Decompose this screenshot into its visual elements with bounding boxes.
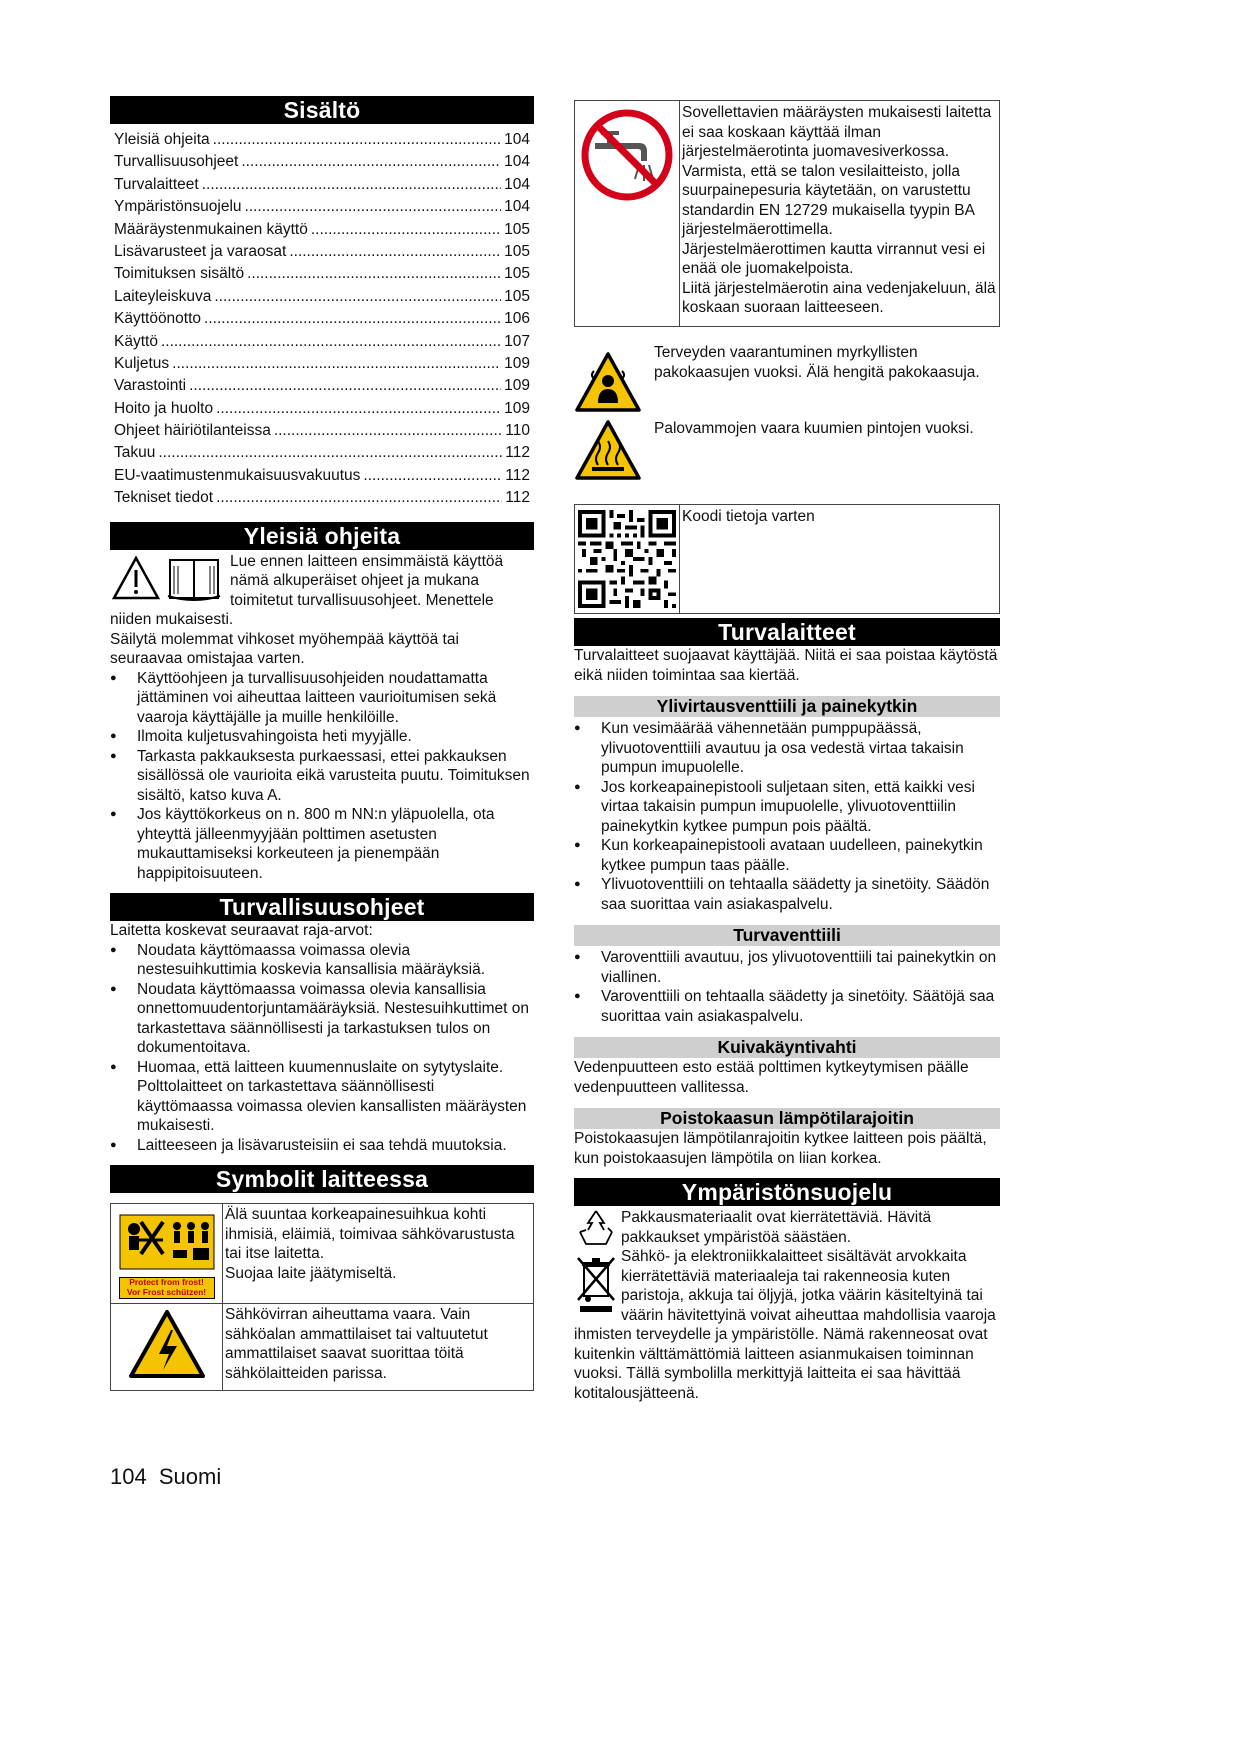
qr-code-icon[interactable] (578, 510, 676, 608)
warning-hot-surface (574, 419, 1000, 487)
overflow-heading: Ylivirtausventtiili ja painekytkin (574, 696, 1000, 717)
toc-entry[interactable]: Hoito ja huolto ..... 109 (114, 398, 530, 420)
toc-entry[interactable]: Takuu ..... 112 (114, 442, 530, 464)
qr-label: Koodi tietoja varten (682, 508, 815, 525)
toc-entry[interactable]: Turvallisuusohjeet ..... 104 (114, 151, 530, 173)
safety-intro: Laitetta koskevat seuraavat raja-arvot: (110, 922, 373, 940)
toc-entry[interactable]: Tekniset tiedot ..... 112 (114, 487, 530, 509)
symbol-cell (574, 343, 654, 419)
relief-valve-bullets (574, 948, 1000, 1026)
general-section (110, 552, 534, 884)
toc-entry[interactable]: Käyttö ..... 107 (114, 331, 530, 353)
toc-entry[interactable]: Kuljetus ..... 109 (114, 353, 530, 375)
toc-entry[interactable]: EU-vaatimustenmukaisuusvakuutus ..... 112 (114, 465, 530, 487)
exhaust-warning-text: Terveyden vaarantuminen myrkyllisten pakokaasujen vuoksi. Älä hengitä pakokaasuja. (654, 344, 980, 381)
symbol-cell (111, 1204, 223, 1304)
electric-hazard-icon (127, 1308, 207, 1380)
general-intro: Lue ennen laitteen ensimmäistä käyttöä nämä alkuperäiset ohjeet ja mukana toimitetut turvallisuusohjeet. Menettele niiden mukaisesti. (110, 552, 504, 629)
page-footer (110, 1464, 221, 1490)
list-item: ● Käyttöohjeen ja turvallisuusohjeiden noudattamatta jättäminen voi aiheuttaa laitteen vaurioitumisen sekä vaaroja käyttäjälle ja muille henkilöille. (110, 669, 534, 728)
packaging-text: Pakkausmateriaalit ovat kierrätettäviä. Hävitä pakkaukset ympäristöä säästäen. (621, 1209, 932, 1246)
toc-entry[interactable]: Käyttöönotto ..... 106 (114, 308, 530, 330)
qr-code-box (574, 504, 1000, 614)
list-item: ● Huomaa, että laitteen kuumennuslaite on sytytyslaite. Polttolaitteet on tarkastettava säännöllisesti käyttömaassa voimassa olevien kansallisten määräysten mukaisesti. (110, 1058, 534, 1136)
general-heading: Yleisiä ohjeita (110, 522, 534, 550)
right-column (574, 100, 1000, 1403)
symbol-cell (574, 419, 654, 487)
drinking-water-text: Sovellettavien määräysten mukaisesti laitetta ei saa koskaan käyttää ilman järjestelmäerotinta juomavesiverkossa. Varmista, että se talon vesilaitteisto, jolla suurpainepesuria käytetään, on varustettu standardin EN 12729 mukaisella tyypin BA järjestelmäerottimella. Järjestelmäerottimen kautta virrannut vesi ei enää ole juomakelpoista. Liitä järjestelmäerotin aina vedenjakeluun, älä koskaan suoraan laitteeseen. (682, 104, 996, 316)
toxic-fumes-icon (574, 351, 642, 413)
recycling-icon (574, 1208, 618, 1250)
exhaust-limiter-text: Poistokaasujen lämpötilanrajoitin kytkee laitteen pois päältä, kun poistokaasujen lämpötila on liian korkea. (574, 1130, 987, 1167)
exhaust-limiter-heading: Poistokaasun lämpötilarajoitin (574, 1108, 1000, 1129)
general-bullets (110, 669, 534, 884)
warning-exhaust (574, 343, 1000, 419)
table-row (111, 1304, 534, 1391)
symbol-text-cell: Älä suuntaa korkeapainesuihkua kohti ihmisiä, eläimiä, toimivaa sähkövarustusta tai itse laitetta. Suojaa laite jäätymiseltä. (223, 1204, 534, 1304)
safety-devices-heading: Turvalaitteet (574, 618, 1000, 646)
weee-bin-icon (574, 1256, 618, 1314)
list-item: ● Noudata käyttömaassa voimassa olevia nestesuihkuttimia koskevia kansallisia määräyksiä. (110, 941, 534, 980)
relief-valve-heading: Turvaventtiili (574, 925, 1000, 946)
hot-surface-icon (574, 419, 642, 481)
table-of-contents (114, 129, 530, 510)
frost-label: Protect from frost! Vor Frost schützen! (119, 1277, 215, 1299)
left-column (110, 96, 534, 1391)
symbol-cell (575, 505, 680, 613)
symbols-heading: Symbolit laitteessa (110, 1165, 534, 1193)
toc-entry[interactable]: Yleisiä ohjeita ..... 104 (114, 129, 530, 151)
safety-bullets (110, 941, 534, 1156)
list-item: ● Varoventtiili avautuu, jos ylivuotoventtiili tai painekytkin on viallinen. (574, 948, 1000, 987)
warning-manual-icon (110, 552, 226, 604)
toc-heading: Sisältö (110, 96, 534, 124)
list-item: ● Kun korkeapainepistooli avataan uudelleen, painekytkin kytkee pumpun taas päälle. (574, 836, 1000, 875)
list-item: ● Kun vesimäärää vähennetään pumppupäässä, ylivuotoventtiili avautuu ja osa vedestä virtaa takaisin pumpun imupuolelle. (574, 719, 1000, 778)
toc-entry[interactable]: Laiteyleiskuva ..... 105 (114, 286, 530, 308)
list-item: ● Varoventtiili on tehtaalla säädetty ja sinetöity. Säätöjä saa suorittaa vain asiakaspalvelu. (574, 987, 1000, 1026)
no-spray-pictogram-icon (119, 1214, 215, 1270)
list-item: ● Noudata käyttömaassa voimassa olevia kansallisia onnettomuudentorjuntamääräyksiä. Nestesuihkuttimet on tarkastettava säännöllisesti ja tarkastuksen tulos on dokumentoitava. (110, 980, 534, 1058)
symbol-cell (575, 101, 680, 326)
list-item: ● Laitteeseen ja lisävarusteisiin ei saa tehdä muutoksia. (110, 1136, 534, 1156)
drinking-water-box (574, 100, 1000, 327)
safety-devices-intro: Turvalaitteet suojaavat käyttäjää. Niitä ei saa poistaa käytöstä eikä niiden toimintaa saa kiertää. (574, 647, 998, 684)
list-item: ● Ylivuotoventtiili on tehtaalla säädetty ja sinetöity. Säädön saa suorittaa vain asiakaspalvelu. (574, 875, 1000, 914)
safety-heading: Turvallisuusohjeet (110, 893, 534, 921)
page-number: 104 (110, 1464, 147, 1489)
toc-entry[interactable]: Varastointi ..... 109 (114, 375, 530, 397)
toc-entry[interactable]: Lisävarusteet ja varaosat ..... 105 (114, 241, 530, 263)
toc-entry[interactable]: Turvalaitteet ..... 104 (114, 174, 530, 196)
dry-run-text: Vedenpuutteen esto estää polttimen kytkeytymisen päälle vedenpuutteen vallitessa. (574, 1059, 969, 1096)
list-item: ● Tarkasta pakkauksesta purkaessasi, ettei pakkauksen sisällössä ole vaurioita eikä varusteita puutu. Toimituksen sisältö, katso kuva A. (110, 747, 534, 806)
environment-heading: Ympäristönsuojelu (574, 1178, 1000, 1206)
no-drinking-water-connection-icon (579, 107, 675, 203)
list-item: ● Jos korkeapainepistooli suljetaan siten, että kaikki vesi virtaa takaisin pumpun imupuolelle, ylivuotoventtiilin painekytkin kytkee pumpun pois päältä. (574, 778, 1000, 837)
toc-entry[interactable]: Ohjeet häiriötilanteissa ..... 110 (114, 420, 530, 442)
toc-entry[interactable]: Ympäristönsuojelu ..... 104 (114, 196, 530, 218)
overflow-bullets (574, 719, 1000, 914)
general-keep: Säilytä molemmat vihkoset myöhempää käyttöä tai seuraavaa omistajaa varten. (110, 630, 459, 668)
general-icons (110, 552, 226, 604)
toc-entry[interactable]: Toimituksen sisältö ..... 105 (114, 263, 530, 285)
language-label: Suomi (158, 1464, 222, 1489)
symbol-cell (111, 1304, 223, 1391)
hot-surface-warning-text: Palovammojen vaara kuumien pintojen vuoksi. (654, 419, 974, 437)
environment-section (574, 1208, 1000, 1403)
table-row (111, 1204, 534, 1304)
symbols-table (110, 1203, 534, 1391)
weee-text: Sähkö- ja elektroniikkalaitteet sisältävät arvokkaita kierrätettäviä materiaaleja tai rakenneosia kuten paristoja, akkuja tai öljyjä, jotka väärin käsiteltyinä tai väärin hävitettyinä voivat aiheuttaa mahdollisia vaaroja ihmisten terveydelle ja ympäristölle. Nämä rakenneosat ovat kuitenkin välttämättömiä laitteen asianmukaisen toiminnan vuoksi. Tällä symbolilla merkittyjä laitteita ei saa hävittää kotitalousjätteenä. (574, 1248, 996, 1402)
environment-icons (574, 1208, 618, 1312)
dry-run-heading: Kuivakäyntivahti (574, 1037, 1000, 1058)
list-item: ● Ilmoita kuljetusvahingoista heti myyjälle. (110, 727, 534, 747)
toc-entry[interactable]: Määräystenmukainen käyttö ..... 105 (114, 219, 530, 241)
list-item: ● Jos käyttökorkeus on n. 800 m NN:n yläpuolella, ota yhteyttä jälleenmyyjään polttimen asetusten mukauttamiseksi korkeuteen ja pienempään happipitoisuuteen. (110, 805, 534, 883)
symbol-text-cell: Sähkövirran aiheuttama vaara. Vain sähköalan ammattilaiset tai valtuutetut ammattilaiset saavat suorittaa töitä sähkölaitteiden parissa. (223, 1304, 534, 1391)
